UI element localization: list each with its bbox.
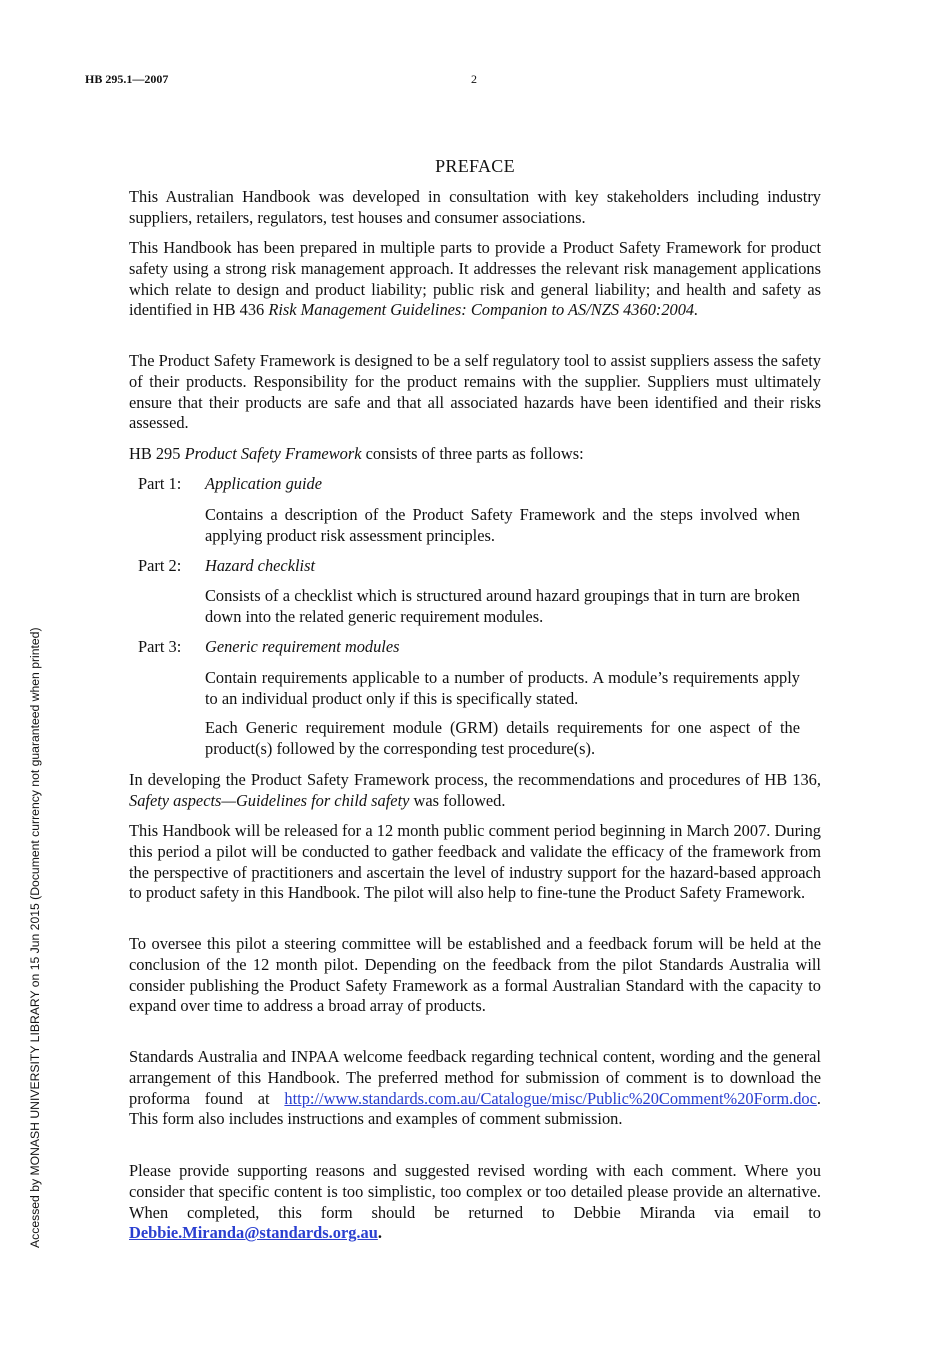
email-link[interactable]: Debbie.Miranda@standards.org.au: [129, 1223, 378, 1243]
comment-form-link[interactable]: http://www.standards.com.au/Catalogue/misc/Public%20Comment%20Form.doc: [284, 1088, 817, 1108]
paragraph-comment-period: This Handbook will be released for a 12 month public comment period beginning in March 2007. During this period a pilot will be conducted to gather feedback and validate the efficacy of the framework from the perspective of practitioners and ascertain the level of industry support for the hazard-based approach to product safety in this Handbook. The pilot will also help to fine-tune the Product Safety Framework.: [129, 821, 821, 903]
text: HB 295: [129, 444, 185, 463]
text: . This form also includes instructions and examples of comment submission.: [129, 1088, 821, 1129]
text: consists of three parts as follows:: [361, 444, 584, 463]
text: This Handbook has been prepared in multiple parts to provide a Product Safety Framework for product safety using a strong risk management approach. It addresses the relevant risk management applications which relate to design and product liability; public risk and general liability; and health and safety as identified in HB 436: [129, 238, 821, 320]
paragraph-intro: This Australian Handbook was developed in consultation with key stakeholders including industry suppliers, retailers, regulators, test houses and consumer associations.: [129, 187, 821, 227]
paragraph-parts-overview: [129, 238, 821, 321]
part-1-label: Part 1:: [138, 474, 182, 493]
page-number: 2: [471, 72, 477, 86]
text: .: [377, 1223, 382, 1243]
reference-title: Risk Management Guidelines: Companion to AS/NZS 4360:2004.: [268, 300, 699, 320]
part-2-label: Part 2:: [138, 556, 182, 575]
access-watermark: Accessed by MONASH UNIVERSITY LIBRARY on 15 Jun 2015 (Document currency not guaranteed when printed): [28, 627, 42, 1248]
text: Please provide supporting reasons and suggested revised wording with each comment. Where you consider that specific content is too simplistic, too complex or too detailed please provide an alternative. When completed, this form should be returned to Debbie Miranda via email to: [129, 1161, 821, 1222]
part-1-title: Application guide: [205, 474, 322, 493]
text: In developing the Product Safety Framework process, the recommendations and procedures of HB 136: [129, 770, 817, 789]
reference-title: , Safety aspects—Guidelines for child safety: [129, 770, 821, 810]
part-3-grm-description: Each Generic requirement module (GRM) details requirements for one aspect of the product(s) followed by the corresponding test procedure(s).: [205, 718, 800, 758]
paragraph-feedback: [129, 1047, 821, 1130]
part-3-title: Generic requirement modules: [205, 637, 400, 656]
text: Standards Australia and INPAA welcome feedback regarding technical content, wording and the general arrangement of this Handbook. The preferred method for submission of comment is to download the proforma found at: [129, 1047, 821, 1108]
part-2-title: Hazard checklist: [205, 556, 316, 575]
part-3-label: Part 3:: [138, 637, 182, 656]
part-1-description: Contains a description of the Product Safety Framework and the steps involved when applying product risk assessment principles.: [205, 505, 800, 545]
paragraph-parts-intro: [129, 444, 821, 465]
paragraph-submission: [129, 1161, 821, 1244]
page-title: PREFACE: [435, 156, 515, 176]
paragraph-steering-committee: To oversee this pilot a steering committee will be established and a feedback forum will be held at the conclusion of the 12 month pilot. Depending on the feedback from the pilot Standards Australia will consider publishing the Product Safety Framework as a formal Australian Standard with the capacity to expand over time to address a broad array of products.: [129, 934, 821, 1016]
reference-title: Product Safety Framework: [184, 444, 362, 463]
paragraph-framework-purpose: The Product Safety Framework is designed to be a self regulatory tool to assist suppliers assess the safety of their products. Responsibility for the product remains with the supplier. Suppliers must ultimately ensure that their products are safe and that all associated hazards have been identified and their risks assessed.: [129, 351, 821, 433]
part-3-description: Contain requirements applicable to a number of products. A module’s requirements apply to an individual product only if this is specifically stated.: [205, 668, 800, 708]
document-id: HB 295.1—2007: [85, 72, 169, 86]
paragraph-child-safety: [129, 770, 821, 812]
text: was followed.: [409, 790, 506, 810]
part-2-description: Consists of a checklist which is structured around hazard groupings that in turn are broken down into the related generic requirement modules.: [205, 586, 800, 626]
